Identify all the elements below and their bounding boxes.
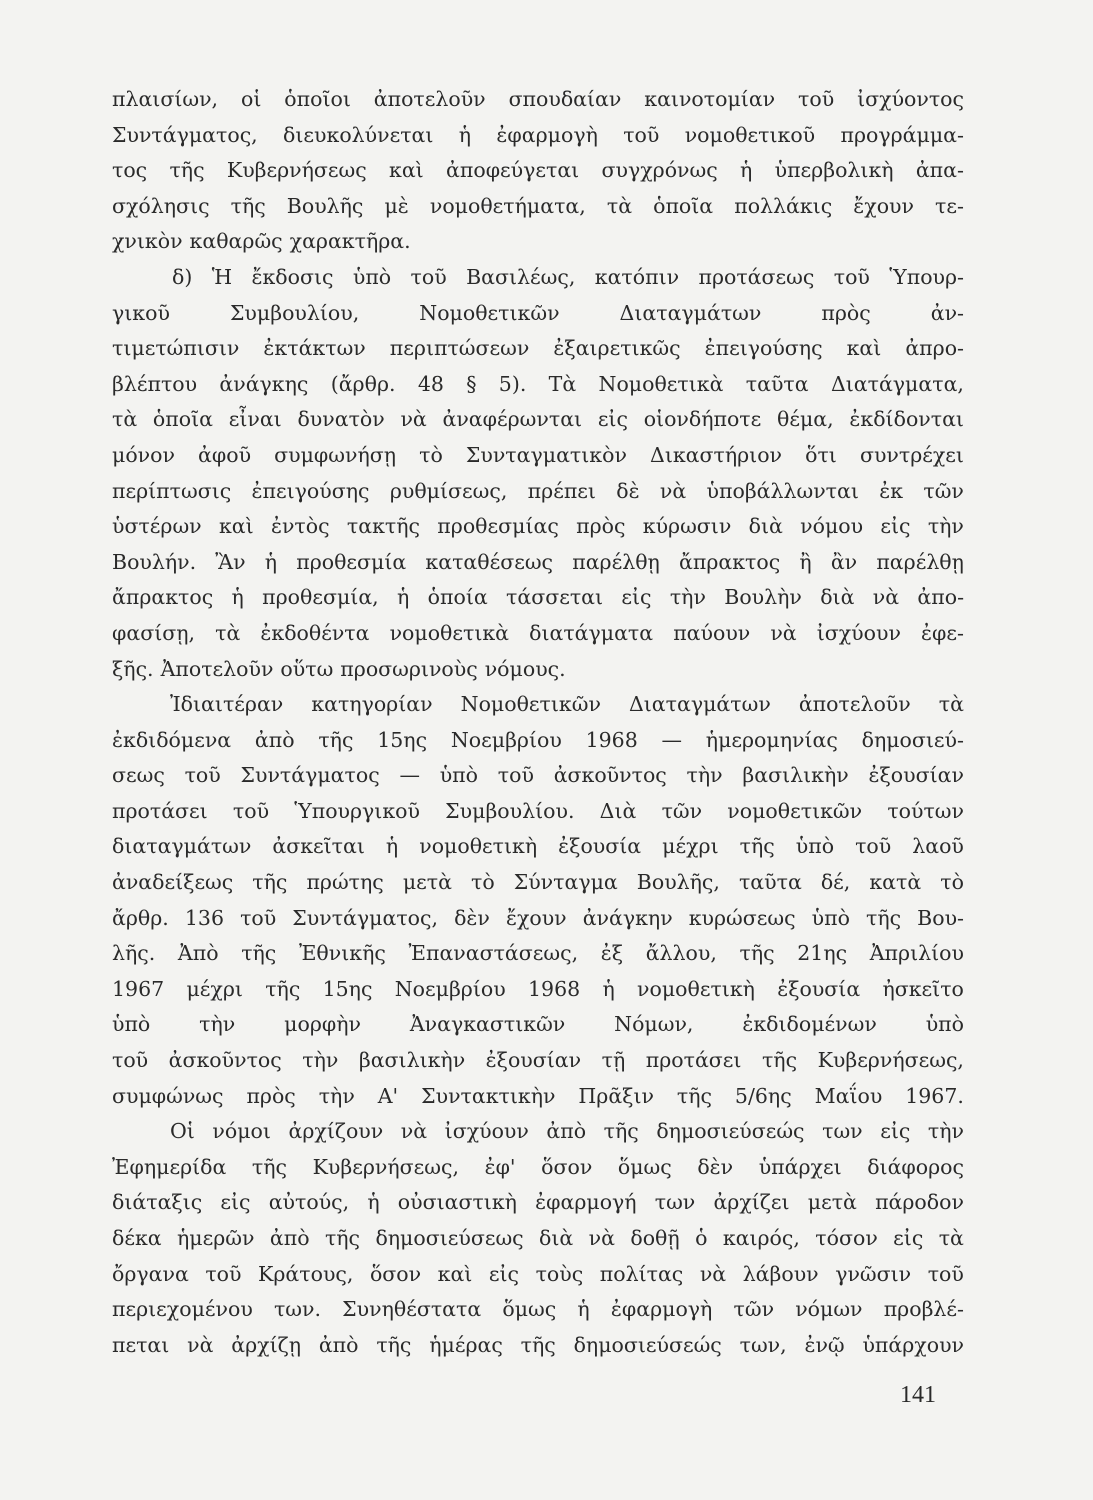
- text-line: 1967 μέχρι τῆς 15ης Νοεμβρίου 1968 ἡ νομοθετικὴ ἐξουσία ἠσκεῖτο: [112, 976, 964, 1001]
- text-line: ὑστέρων καὶ ἐντὸς τακτῆς προθεσμίας πρὸς κύρωσιν διὰ νόμου εἰς τὴν: [112, 514, 964, 539]
- text-line: δ) Ἡ ἔκδοσις ὑπὸ τοῦ Βασιλέως, κατόπιν προτάσεως τοῦ Ὑπουρ-: [172, 264, 964, 289]
- text-line: χνικὸν καθαρῶς χαρακτῆρα.: [112, 229, 411, 254]
- text-line: ἐκδιδόμενα ἀπὸ τῆς 15ης Νοεμβρίου 1968 — ἡμερομηνίας δημοσιεύ-: [112, 727, 964, 752]
- text-line: ὄργανα τοῦ Κράτους, ὅσον καὶ εἰς τοὺς πολίτας νὰ λάβουν γνῶσιν τοῦ: [112, 1261, 964, 1286]
- text-line: ἀναδείξεως τῆς πρώτης μετὰ τὸ Σύνταγμα Βουλῆς, ταῦτα δέ, κατὰ τὸ: [112, 870, 964, 895]
- body-text: [112, 82, 964, 1363]
- text-line: φασίσῃ, τὰ ἐκδοθέντα νομοθετικὰ διατάγματα παύουν νὰ ἰσχύουν ἐφε-: [112, 620, 964, 645]
- text-line: λῆς. Ἀπὸ τῆς Ἐθνικῆς Ἐπαναστάσεως, ἐξ ἄλλου, τῆς 21ης Ἀπριλίου: [112, 941, 964, 966]
- text-line: πλαισίων, οἱ ὁποῖοι ἀποτελοῦν σπουδαίαν καινοτομίαν τοῦ ἰσχύοντος: [112, 87, 964, 111]
- text-line: ἄπρακτος ἡ προθεσμία, ἡ ὁποία τάσσεται εἰς τὴν Βουλὴν διὰ νὰ ἀπο-: [112, 585, 964, 610]
- text-line: Οἱ νόμοι ἀρχίζουν νὰ ἰσχύουν ἀπὸ τῆς δημοσιεύσεώς των εἰς τὴν: [170, 1119, 964, 1144]
- text-line: διαταγμάτων ἀσκεῖται ἡ νομοθετικὴ ἐξουσία μέχρι τῆς ὑπὸ τοῦ λαοῦ: [112, 834, 964, 859]
- text-line: Ἐφημερίδα τῆς Κυβερνήσεως, ἐφ' ὅσον ὅμως δὲν ὑπάρχει διάφορος: [112, 1154, 964, 1179]
- text-line: περιεχομένου των. Συνηθέστατα ὅμως ἡ ἐφαρμογὴ τῶν νόμων προβλέ-: [112, 1297, 964, 1322]
- text-line: τὰ ὁποῖα εἶναι δυνατὸν νὰ ἀναφέρωνται εἰς οἱονδήποτε θέμα, ἐκδίδονται: [112, 407, 964, 432]
- text-line: τοῦ ἀσκοῦντος τὴν βασιλικὴν ἐξουσίαν τῇ προτάσει τῆς Κυβερνήσεως,: [112, 1048, 964, 1073]
- text-line: βλέπτου ἀνάγκης (ἄρθρ. 48 § 5). Τὰ Νομοθετικὰ ταῦτα Διατάγματα,: [112, 371, 964, 396]
- text-line: μόνον ἀφοῦ συμφωνήσῃ τὸ Συνταγματικὸν Δικαστήριον ὅτι συντρέχει: [112, 442, 964, 467]
- text-line: Ἰδιαιτέραν κατηγορίαν Νομοθετικῶν Διαταγμάτων ἀποτελοῦν τὰ: [170, 692, 964, 717]
- text-line: γικοῦ Συμβουλίου, Νομοθετικῶν Διαταγμάτων πρὸς ἀν-: [112, 300, 964, 325]
- text-line: ἄρθρ. 136 τοῦ Συντάγματος, δὲν ἔχουν ἀνάγκην κυρώσεως ὑπὸ τῆς Βου-: [112, 905, 964, 930]
- text-line: συμφώνως πρὸς τὴν Α' Συντακτικὴν Πρᾶξιν τῆς 5/6ης Μαΐου 1967.: [112, 1083, 964, 1108]
- text-line: τος τῆς Κυβερνήσεως καὶ ἀποφεύγεται συγχρόνως ἡ ὑπερβολικὴ ἀπα-: [112, 158, 964, 183]
- text-line: πεται νὰ ἀρχίζῃ ἀπὸ τῆς ἡμέρας τῆς δημοσιεύσεώς των, ἐνῷ ὑπάρχουν: [112, 1332, 964, 1357]
- text-line: δέκα ἡμερῶν ἀπὸ τῆς δημοσιεύσεως διὰ νὰ δοθῇ ὁ καιρός, τόσον εἰς τὰ: [112, 1226, 964, 1250]
- text-line: διάταξις εἰς αὐτούς, ἡ οὐσιαστικὴ ἐφαρμογή των ἀρχίζει μετὰ πάροδον: [112, 1190, 964, 1215]
- text-line: σεως τοῦ Συντάγματος — ὑπὸ τοῦ ἀσκοῦντος τὴν βασιλικὴν ἐξουσίαν: [112, 763, 964, 788]
- text-line: ὑπὸ τὴν μορφὴν Ἀναγκαστικῶν Νόμων, ἐκδιδομένων ὑπὸ: [112, 1012, 964, 1037]
- text-line: ξῆς. Ἀποτελοῦν οὕτω προσωρινοὺς νόμους.: [112, 656, 566, 681]
- text-line: τιμετώπισιν ἐκτάκτων περιπτώσεων ἐξαιρετικῶς ἐπειγούσης καὶ ἀπρο-: [112, 336, 964, 361]
- page-number: 141: [900, 1382, 936, 1408]
- text-line: περίπτωσις ἐπειγούσης ρυθμίσεως, πρέπει δὲ νὰ ὑποβάλλωνται ἐκ τῶν: [112, 478, 964, 503]
- text-line: προτάσει τοῦ Ὑπουργικοῦ Συμβουλίου. Διὰ τῶν νομοθετικῶν τούτων: [112, 798, 964, 823]
- text-line: Βουλήν. Ἂν ἡ προθεσμία καταθέσεως παρέλθῃ ἄπρακτος ἢ ἂν παρέλθῃ: [112, 549, 964, 574]
- text-line: σχόλησις τῆς Βουλῆς μὲ νομοθετήματα, τὰ ὁποῖα πολλάκις ἔχουν τε-: [112, 193, 964, 218]
- text-line: Συντάγματος, διευκολύνεται ἡ ἐφαρμογὴ τοῦ νομοθετικοῦ προγράμμα-: [112, 122, 964, 147]
